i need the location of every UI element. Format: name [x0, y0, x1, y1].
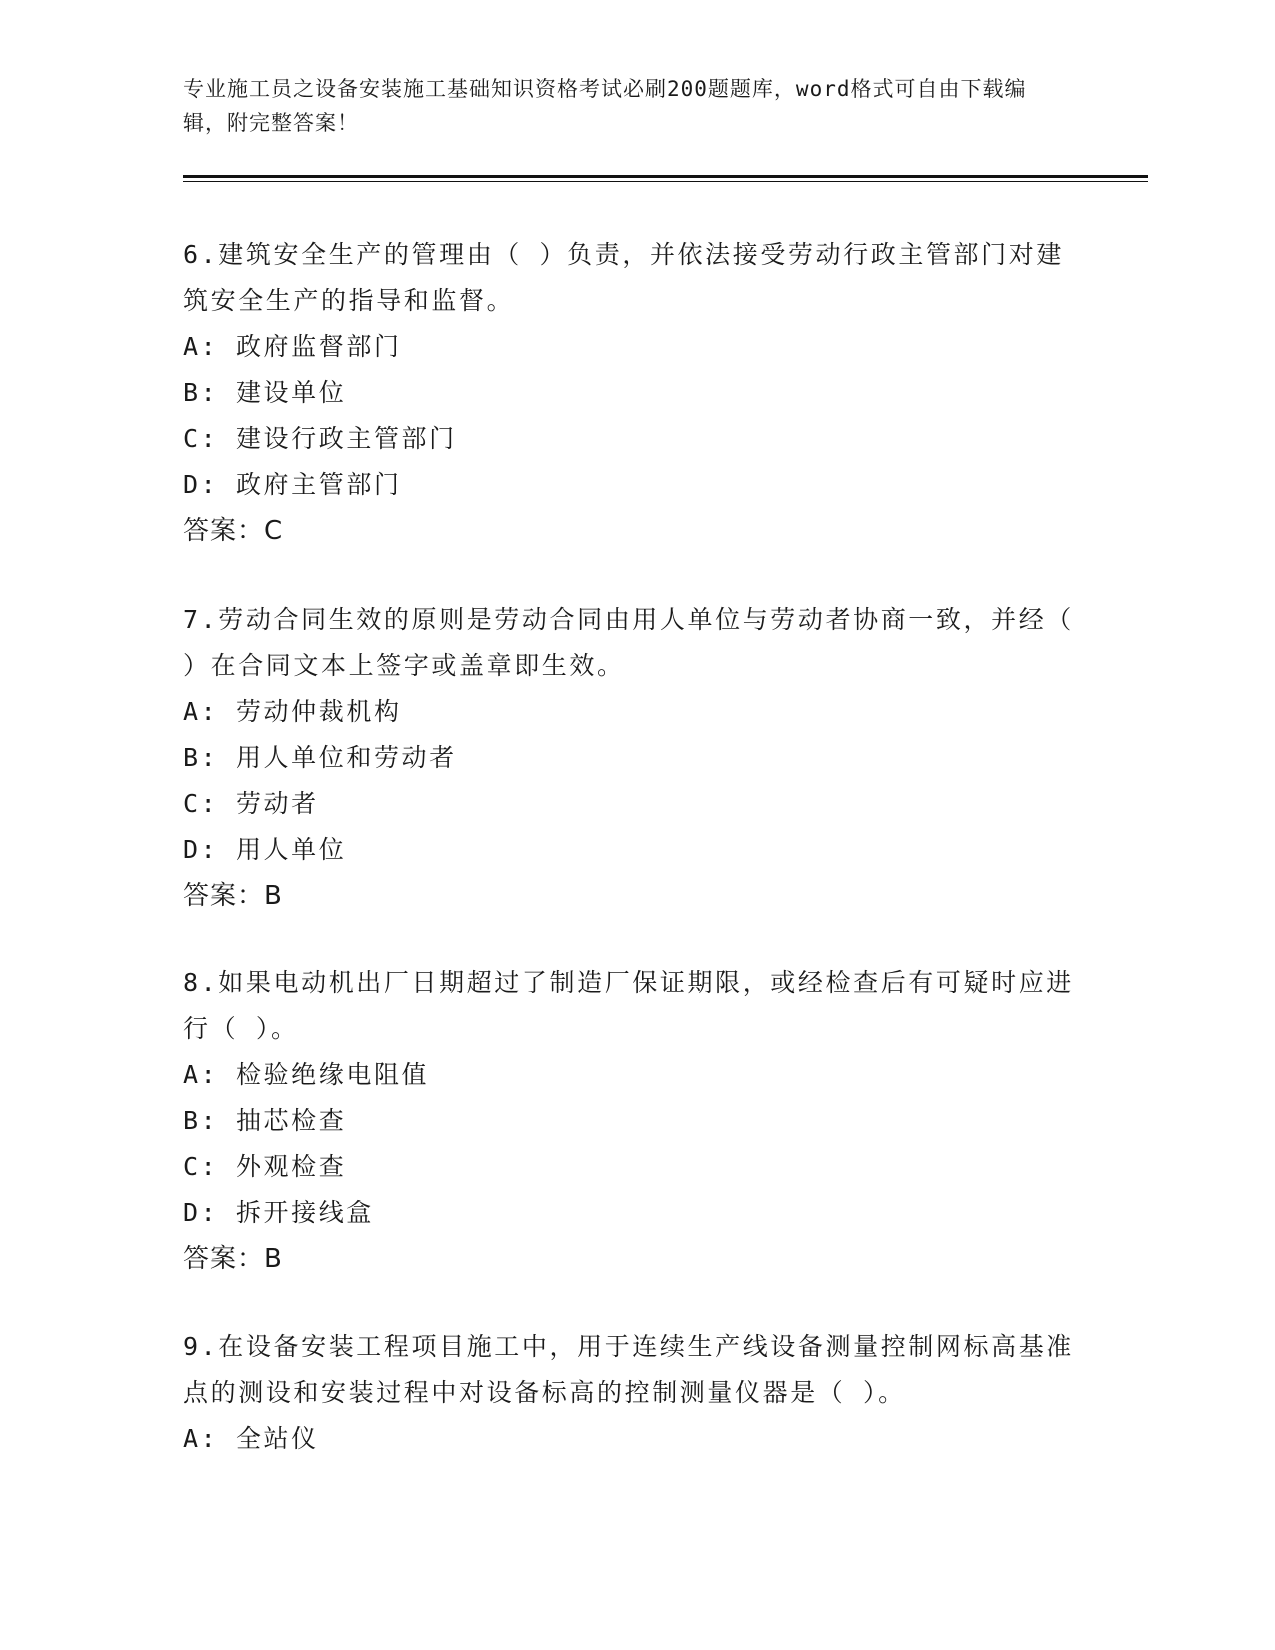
- option-a: A: 政府监督部门: [183, 332, 402, 361]
- answer: 答案：C: [183, 516, 284, 546]
- option-b: B: 建设单位: [183, 378, 347, 407]
- option-a: A: 检验绝缘电阻值: [183, 1060, 430, 1089]
- option-c: C: 外观检查: [183, 1152, 347, 1181]
- option-a: A: 全站仪: [183, 1424, 319, 1453]
- option-a: A: 劳动仲裁机构: [183, 697, 402, 726]
- option-c: C: 建设行政主管部门: [183, 424, 457, 453]
- option-c: C: 劳动者: [183, 789, 319, 818]
- answer: 答案：B: [183, 881, 283, 911]
- question-8: [183, 960, 1083, 1282]
- question-6: [183, 232, 1083, 554]
- question-stem: 6.建筑安全生产的管理由（ ）负责，并依法接受劳动行政主管部门对建筑安全生产的指导和监督。: [183, 240, 1064, 315]
- question-7: [183, 597, 1083, 919]
- option-b: B: 抽芯检查: [183, 1106, 347, 1135]
- option-d: D: 用人单位: [183, 835, 347, 864]
- header-divider-thin: [183, 181, 1148, 182]
- option-d: D: 拆开接线盒: [183, 1198, 374, 1227]
- answer: 答案：B: [183, 1244, 283, 1274]
- header-divider-thick: [183, 175, 1148, 178]
- question-stem: 9.在设备安装工程项目施工中，用于连续生产线设备测量控制网标高基准点的测设和安装过程中对设备标高的控制测量仪器是（ ）。: [183, 1332, 1074, 1407]
- question-stem: 7.劳动合同生效的原则是劳动合同由用人单位与劳动者协商一致，并经（ ）在合同文本上签字或盖章即生效。: [183, 605, 1074, 680]
- question-9: [183, 1324, 1083, 1462]
- option-d: D: 政府主管部门: [183, 470, 402, 499]
- question-stem: 8.如果电动机出厂日期超过了制造厂保证期限，或经检查后有可疑时应进行（ ）。: [183, 968, 1074, 1043]
- option-b: B: 用人单位和劳动者: [183, 743, 457, 772]
- document-header: 专业施工员之设备安装施工基础知识资格考试必刷200题题库，word格式可自由下载编辑，附完整答案！: [183, 77, 1027, 135]
